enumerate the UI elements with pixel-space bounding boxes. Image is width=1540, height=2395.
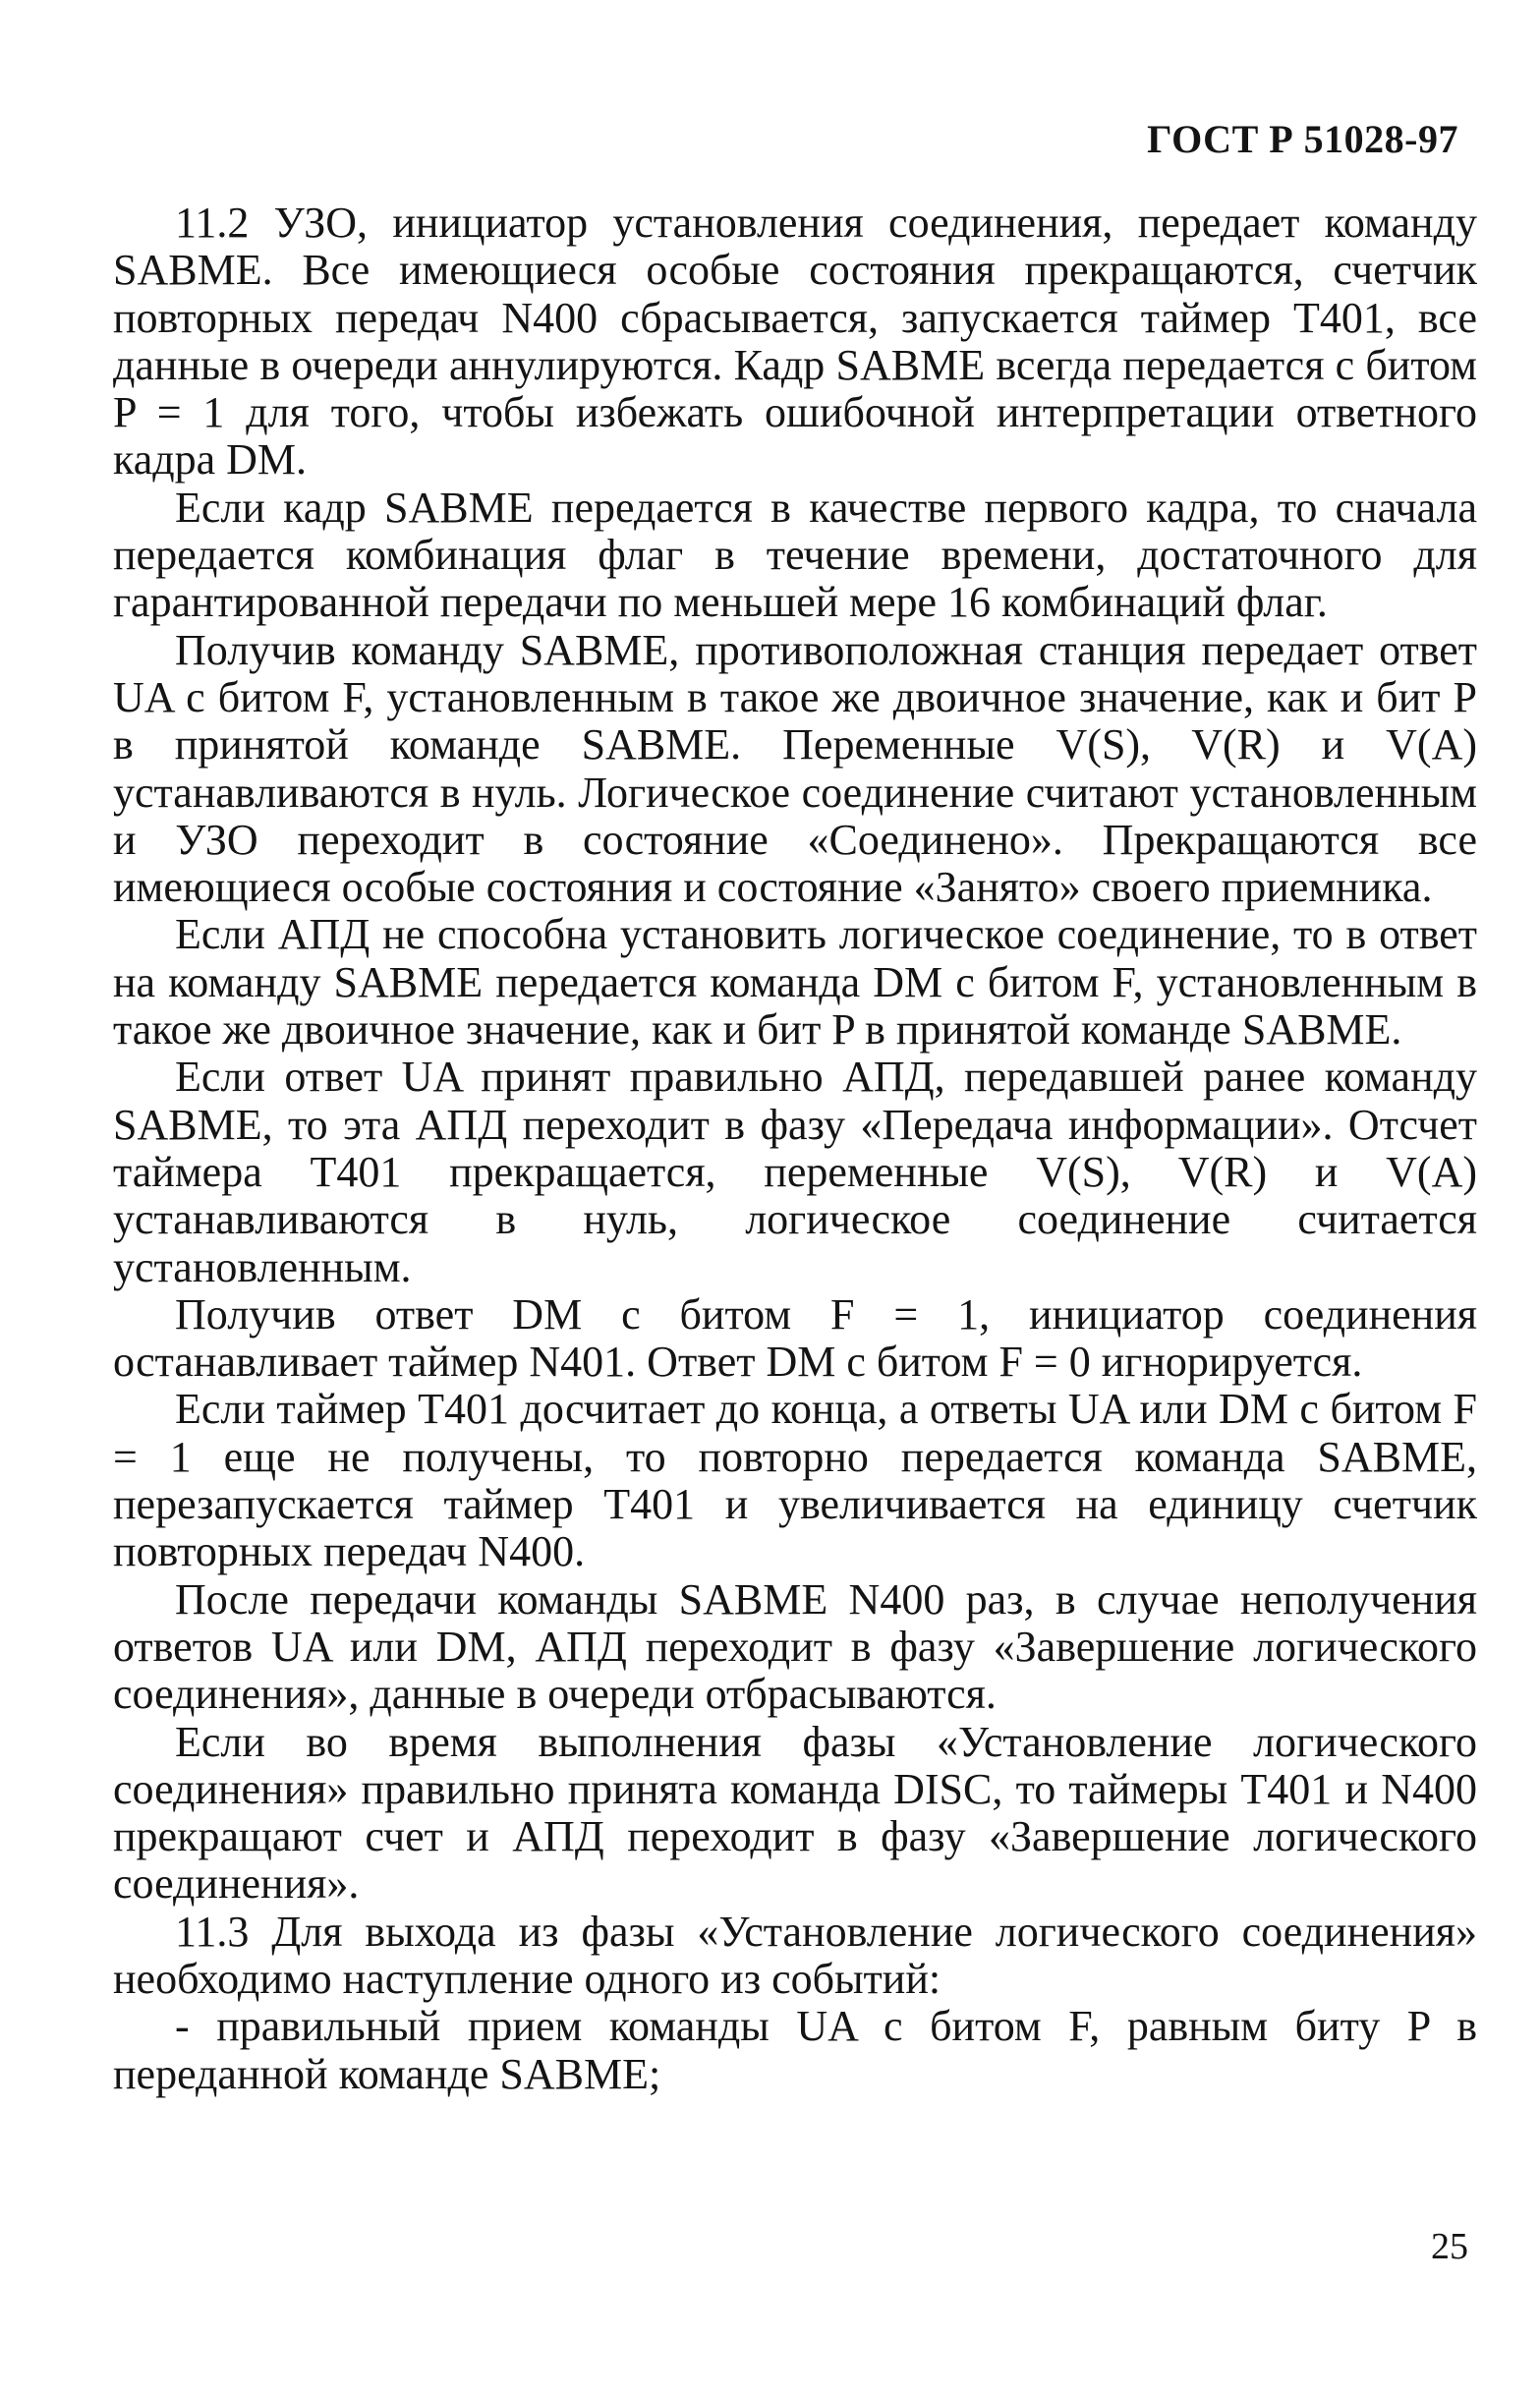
paragraph: Если ответ UA принят правильно АПД, передавшей ранее команду SABME, то эта АПД переходит в фазу «Передача информации». Отсчет таймера T401 прекращается, переменные V(S), V(R) и V(A) устанавливаются в нуль, логическое соединение считается установленным. (113, 1053, 1477, 1291)
paragraph-11-3: 11.3 Для выхода из фазы «Установление логического соединения» необходимо наступление одного из событий: (113, 1907, 1477, 2003)
list-item: - правильный прием команды UA с битом F, равным биту P в переданной команде SABME; (113, 2002, 1477, 2098)
paragraph: Получив ответ DM с битом F = 1, инициатор соединения останавливает таймер N401. Ответ DM с битом F = 0 игнорируется. (113, 1289, 1477, 1387)
document-header: ГОСТ Р 51028-97 (1147, 117, 1458, 161)
paragraph: Получив команду SABME, противоположная станция передает ответ UA с битом F, установленным в такое же двоичное значение, как и бит P в принятой команде SABME. Переменные V(S), V(R) и V(A) устанавливаются в нуль. Логическое соединение считают установленным и УЗО переходит в состояние «Соединено». Прекращаются все имеющиеся особые состояния и состояние «Занято» своего приемника. (113, 625, 1477, 912)
paragraph: Если во время выполнения фазы «Установление логического соединения» правильно принята команда DISC, то таймеры T401 и N400 прекращают счет и АПД переходит в фазу «Завершение логического соединения». (113, 1717, 1477, 1909)
paragraph: Если кадр SABME передается в качестве первого кадра, то сначала передается комбинация флаг в течение времени, достаточного для гарантированной передачи по меньшей мере 16 комбинаций флаг. (113, 483, 1477, 627)
paragraph: Если АПД не способна установить логическое соединение, то в ответ на команду SABME передается команда DM с битом F, установленным в такое же двоичное значение, как и бит P в принятой команде SABME. (113, 910, 1477, 1055)
paragraph: Если таймер T401 досчитает до конца, а ответы UA или DM с битом F = 1 еще не получены, то повторно передается команда SABME, перезапускается таймер T401 и увеличивается на единицу счетчик повторных передач N400. (113, 1385, 1477, 1576)
paragraph: После передачи команды SABME N400 раз, в случае неполучения ответов UA или DM, АПД переходит в фазу «Завершение логического соединения», данные в очереди отбрасываются. (113, 1574, 1477, 1719)
page-number: 25 (1431, 2226, 1468, 2267)
paragraph-11-2: 11.2 УЗО, инициатор установления соединения, передает команду SABME. Все имеющиеся особые состояния прекращаются, счетчик повторных передач N400 сбрасывается, запускается таймер T401, все данные в очереди аннулируются. Кадр SABME всегда передается с битом P = 1 для того, чтобы избежать ошибочной интерпретации ответного кадра DM. (113, 199, 1477, 485)
document-body (113, 200, 1477, 2098)
